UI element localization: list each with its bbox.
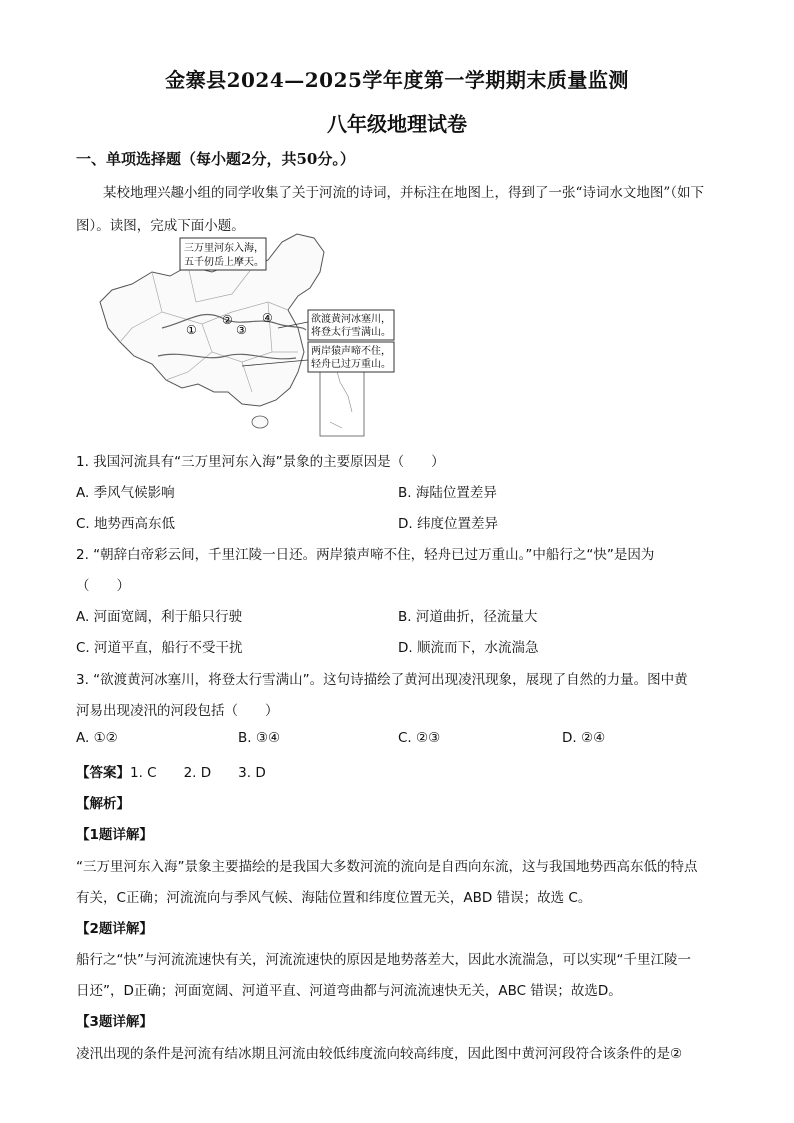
detail-2-line1: 船行之“快”与河流流速快有关，河流流速快的原因是地势落差大，因此水流湍急，可以实现“千里江陵一 [76, 952, 691, 968]
question-3-stem: 3. “欲渡黄河冰塞川，将登太行雪满山”。这句诗描绘了黄河出现凌汛现象，展现了自然的力量。图中黄 [76, 672, 688, 688]
q2-option-d: D. 顺流而下，水流湍急 [398, 640, 539, 656]
marker-2: ② [222, 313, 233, 327]
q1-option-c: C. 地势西高东低 [76, 516, 176, 532]
q3-option-a: A. ①② [76, 730, 118, 746]
section-heading: 一、单项选择题（每小题2分，共50分。） [76, 150, 355, 168]
poem1-line1: 三万里河东入海， [184, 243, 264, 254]
question-3-stem-cont: 河易出现凌汛的河段包括（ ） [76, 703, 279, 719]
q2-option-c: C. 河道平直，船行不受干扰 [76, 640, 243, 656]
detail-2-line2: 日还”，D正确；河面宽阔、河道平直、河道弯曲都与河流流速快无关，ABC 错误；故选D。 [76, 983, 622, 999]
question-2-stem: 2. “朝辞白帝彩云间，千里江陵一日还。两岸猿声啼不住，轻舟已过万重山。”中船行之“快”是因为 [76, 547, 655, 563]
marker-4: ④ [262, 311, 273, 325]
analysis-label: 【解析】 [76, 796, 130, 812]
intro-paragraph: 某校地理兴趣小组的同学收集了关于河流的诗词，并标注在地图上，得到了一张“诗词水文地图”（如下图）。读图，完成下面小题。 [76, 185, 705, 234]
exam-title: 金寨县2024—2025学年度第一学期期末质量监测 [165, 68, 629, 92]
q1-option-b: B. 海陆位置差异 [398, 485, 497, 501]
detail-1-line2: 有关，C正确；河流流向与季风气候、海陆位置和纬度位置无关，ABD 错误；故选 C。 [76, 890, 592, 906]
question-2-stem-cont: （ ） [76, 578, 130, 594]
q1-option-d: D. 纬度位置差异 [398, 516, 498, 532]
detail-1-line1: “三万里河东入海”景象主要描绘的是我国大多数河流的流向是自西向东流，这与我国地势西高东低的特点 [76, 859, 698, 875]
poem3-line2: 轻舟已过万重山。 [311, 359, 391, 370]
china-poem-map [92, 232, 412, 444]
detail-3-label: 【3题详解】 [76, 1014, 153, 1030]
poem1-line2: 五千仞岳上摩天。 [184, 257, 264, 268]
q3-option-b: B. ③④ [238, 730, 281, 746]
detail-3-line1: 凌汛出现的条件是河流有结冰期且河流由较低纬度流向较高纬度，因此图中黄河河段符合该条件的是② [76, 1046, 683, 1062]
q2-option-b: B. 河道曲折，径流量大 [398, 609, 538, 625]
answer-text: 1. C 2. D 3. D [130, 765, 266, 781]
answer-label: 【答案】 [76, 765, 130, 781]
detail-1-label: 【1题详解】 [76, 827, 153, 843]
q1-option-a: A. 季风气候影响 [76, 485, 175, 501]
answer-line [76, 761, 266, 781]
q3-option-c: C. ②③ [398, 730, 441, 746]
poem2-line1: 欲渡黄河冰塞川， [311, 314, 391, 325]
question-1-stem: 1. 我国河流具有“三万里河东入海”景象的主要原因是（ ） [76, 454, 445, 470]
poem2-line2: 将登太行雪满山。 [311, 327, 391, 338]
marker-1: ① [186, 323, 197, 337]
exam-subtitle: 八年级地理试卷 [327, 112, 467, 136]
marker-3: ③ [236, 323, 247, 337]
q2-option-a: A. 河面宽阔，利于船只行驶 [76, 609, 243, 625]
q3-option-d: D. ②④ [562, 730, 606, 746]
detail-2-label: 【2题详解】 [76, 921, 153, 937]
poem3-line1: 两岸猿声啼不住， [311, 346, 391, 357]
